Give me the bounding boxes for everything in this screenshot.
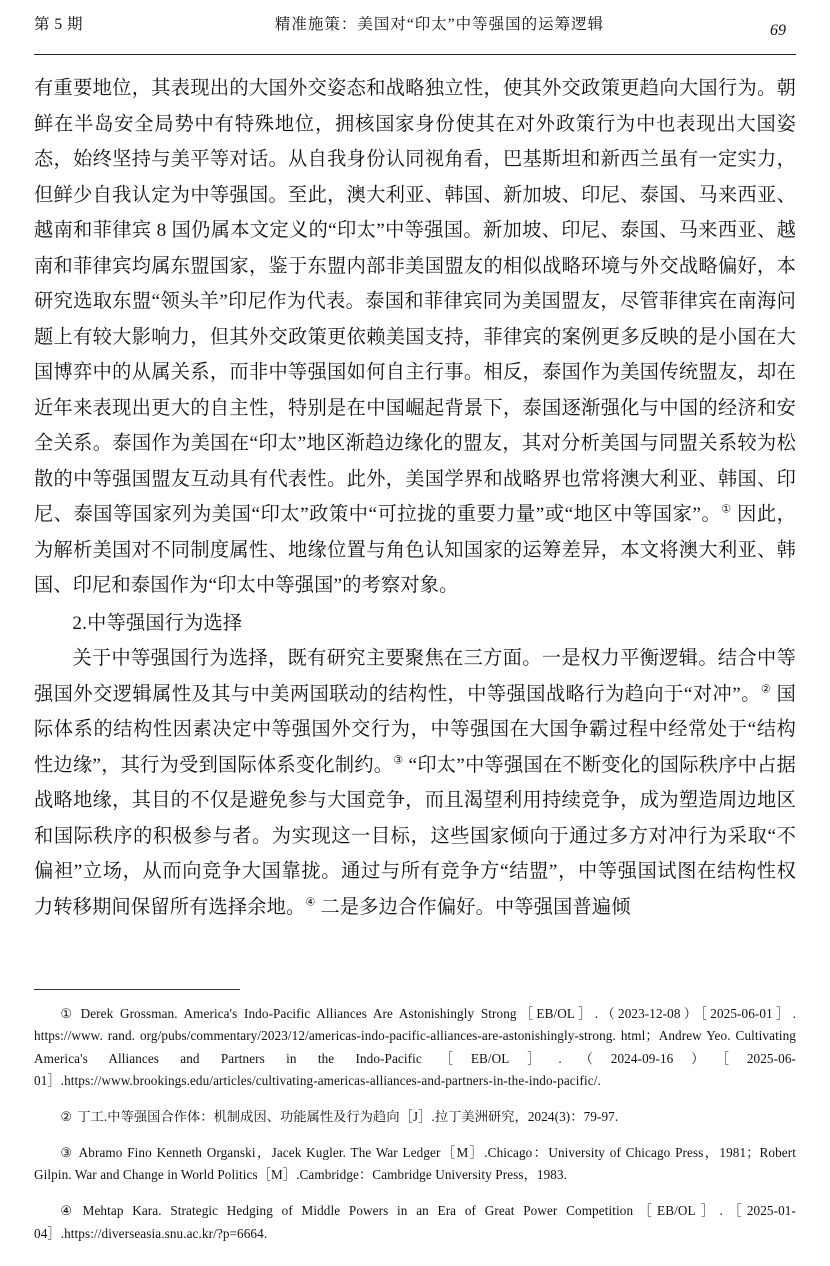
paragraph-continued	[34, 71, 796, 604]
article-title: 精准施策：美国对“印太”中等强国的运筹逻辑	[274, 16, 605, 33]
issue-label: 第 5 期	[34, 16, 84, 33]
paragraph-2-part-a: 关于中等强国行为选择，既有研究主要聚焦在三方面。一是权力平衡逻辑。结合中等强国外交逻辑属性及其与中美两国联动的结构性，中等强国战略行为趋向于“对冲”。	[34, 648, 796, 705]
header-divider	[34, 54, 796, 55]
footnote-text: Abramo Fino Kenneth Organski，Jacek Kugler. The War Ledger［M］.Chicago：University of Chicago Press，1981；Robert Gilpin. War and Change in World Politics［M］.Cambridge：Cambridge University Press，1983.	[34, 1144, 796, 1183]
footnote-item	[34, 1142, 796, 1187]
page-number: 69	[770, 22, 786, 39]
article-body	[34, 71, 796, 925]
paragraph-2-part-b: 国际体系的结构性因素决定中等强国外交行为，中等强国在大国争霸过程中经常处于“结构性边缘”，其行为受到国际体系变化制约。	[34, 683, 797, 776]
running-head	[34, 0, 796, 52]
footnote-area	[34, 989, 796, 1246]
footnote-ref-3[interactable]: ③	[393, 754, 404, 767]
paragraph-2-part-c: “印太”中等强国在不断变化的国际秩序中占据战略地缘，其目的不仅是避免参与大国竞争，而且渴望利用持续竞争，成为塑造周边地区和国际秩序的积极参与者。为实现这一目标，这些国家倾向于通过多方对冲行为采取“不偏袒”立场，从而向竞争大国靠拢。通过与所有竞争方“结盟”，中等强国试图在结构性权力转移期间保留所有选择余地。	[34, 754, 797, 918]
footnote-item	[34, 1200, 796, 1245]
footnote-text: 丁工.中等强国合作体：机制成因、功能属性及行为趋向［J］.拉丁美洲研究，2024(3)：79-97.	[77, 1109, 619, 1125]
footnote-text: Mehtap Kara. Strategic Hedging of Middle Powers in an Era of Great Power Competition［EB/OL］.［2025-01-04］.https://diverseasia.snu.ac.kr/?p=6664.	[34, 1203, 796, 1241]
paragraph-2-part-d: 二是多边合作偏好。中等强国普遍倾	[315, 896, 631, 918]
section-heading: 2.中等强国行为选择	[72, 612, 243, 634]
footnote-item	[34, 1003, 796, 1093]
footnote-divider	[34, 989, 240, 990]
footnote-ref-1[interactable]: ①	[721, 503, 732, 516]
paragraph-2	[34, 641, 796, 925]
footnote-item	[34, 1106, 796, 1129]
footnote-marker: ①	[60, 1005, 76, 1021]
footnote-ref-4[interactable]: ④	[305, 896, 316, 909]
footnote-marker: ②	[60, 1109, 73, 1125]
footnote-marker: ④	[60, 1203, 78, 1218]
paragraph-1-text: 有重要地位，其表现出的大国外交姿态和战略独立性，使其外交政策更趋向大国行为。朝鲜在半岛安全局势中有特殊地位，拥核国家身份使其在对外政策行为中也表现出大国姿态，始终坚持与美平等对话。从自我身份认同视角看，巴基斯坦和新西兰虽有一定实力，但鲜少自我认定为中等强国。至此，澳大利亚、韩国、新加坡、印尼、泰国、马来西亚、越南和菲律宾 8 国仍属本文定义的“印太”中等强国。新加坡、印尼、泰国、马来西亚、越南和菲律宾均属东盟国家，鉴于东盟内部非美国盟友的相似战略环境与外交战略偏好，本研究选取东盟“领头羊”印尼作为代表。泰国和菲律宾同为美国盟友，尽管菲律宾在南海问题上有较大影响力，但其外交政策更依赖美国支持，菲律宾的案例更多反映的是小国在大国博弈中的从属关系，而非中等强国如何自主行事。相反，泰国作为美国传统盟友，却在近年来表现出更大的自主性，特别是在中国崛起背景下，泰国逐渐强化与中国的经济和安全关系。泰国作为美国在“印太”地区渐趋边缘化的盟友，其对分析美国与同盟关系较为松散的中等强国盟友互动具有代表性。此外，美国学界和战略界也常将澳大利亚、韩国、印尼、泰国等国家列为美国“印太”政策中“可拉拢的重要力量”或“地区中等国家”。	[34, 78, 796, 525]
footnote-text: Derek Grossman. America's Indo-Pacific Alliances Are Astonishingly Strong［EB/OL］.（2023-12-08）［2025-06-01］. https://www. rand. org/pubs/commentary/2023/12/americas-indo-pacific-alliances-are-astonishingly-strong. html；Andrew Yeo. Cultivating America's Alliances and Partners in the Indo-Pacific［EB/OL］.（2024-09-16）［2025-06-01］.https://www.brookings.edu/articles/cultivating-americas-alliances-and-partners-in-the-indo-pacific/.	[34, 1005, 796, 1089]
paragraph-1-tail: 因此，为解析美国对不同制度属性、地缘位置与角色认知国家的运筹差异，本文将澳大利亚、韩国、印尼和泰国作为“印太中等强国”的考察对象。	[34, 504, 796, 596]
footnote-marker: ③	[60, 1144, 74, 1160]
footnote-ref-2[interactable]: ②	[760, 683, 772, 696]
